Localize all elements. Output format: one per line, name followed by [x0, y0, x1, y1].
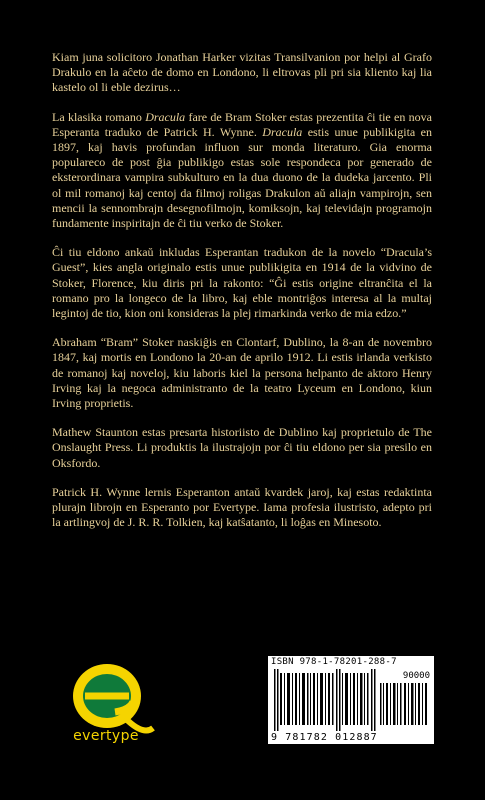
blurb-text-span: estis unue publikigita en 1897, kaj havis profundan influon sur monda literaturo. Gia enorma populareco de post ĝia publikigo estas sole respondeca por generado de eksterordinara vampira subkulturo en la dua duono de la dudeka jarcento. Pli ol mil romanoj kaj centoj da filmoj roligas Drakulon aŭ aliajn vampirojn, sen mencii la sennombrajn desegnofilmojn, komiksojn, kaj televidajn programojn fundamente inspiritajn de ĉi tiu verko de Stoker.: [52, 124, 433, 231]
price-code: 90000: [402, 671, 430, 681]
blurb-paragraph-author: Abraham “Bram” Stoker naskiĝis en Clontarf, Dublino, la 8-an de novembro 1847, kaj mortis en Londono la 20-an de aprilo 1912. Li estis irlanda verkisto de romanoj kaj noveloj, kiu laboris kiel la persona helpanto de aktoro Henry Irving kaj la negoca administranto de la teatro Lyceum en Londono, kiun Irving proprietis.: [52, 335, 432, 411]
isbn-digits: 9 781782 012887: [271, 732, 378, 743]
blurb-paragraph-illustrator: Mathew Staunton estas presarta historiisto de Dublino kaj proprietulo de The Onslaught Press. Li produktis la ilustrajojn por ĉi tiu eldono per sia presilo en Oksfordo.: [52, 425, 432, 470]
blurb-text: [52, 50, 432, 544]
book-title-italic: Dracula: [262, 124, 303, 139]
blurb-text-span: La klasika romano: [52, 109, 146, 124]
blurb-paragraph-translator: Patrick H. Wynne lernis Esperanton antaŭ kvardek jaroj, kaj estas redaktinta plurajn librojn en Esperanto por Evertype. Iama profesia ilustristo, adepto pri la artlingvoj de J. R. R. Tolkien, kaj katŝatanto, li loĝas en Minesoto.: [52, 484, 432, 530]
blurb-paragraph-novel: [52, 110, 432, 232]
blurb-paragraph-intro: Kiam juna solicitoro Jonathan Harker vizitas Transilvanion por helpi al Grafo Drakulo en la aĉeto de domo en Londono, li eltrovas pli pri sia kliento kaj lia kastelo ol li eble dezirus…: [52, 50, 432, 95]
blurb-paragraph-guest: Ĉi tiu eldono ankaŭ inkludas Esperantan tradukon de la novelo “Dracula’s Guest”, kies angla originalo estis unue publikigita en 1914 de la vidvino de Stoker, Florence, kiu diris pri la rakonto: “Ĝi estis origine eltranĉita el la romano pro la longeco de la libro, kaj eble montriĝos interesa al la multaj legintoj de tio, kion oni konsideras la plej rimarkinda verko de mia edzo.”: [52, 245, 432, 321]
barcode-block: [268, 656, 434, 744]
isbn-label: ISBN 978-1-78201-288-7: [271, 657, 397, 667]
blurb-text-span: fare de Bram Stoker estas prezentita ĉi tie en nova Esperanta traduko de Patrick H. Wynne.: [52, 109, 432, 139]
book-title-italic: Dracula: [145, 109, 186, 124]
publisher-name: evertype: [73, 728, 139, 744]
